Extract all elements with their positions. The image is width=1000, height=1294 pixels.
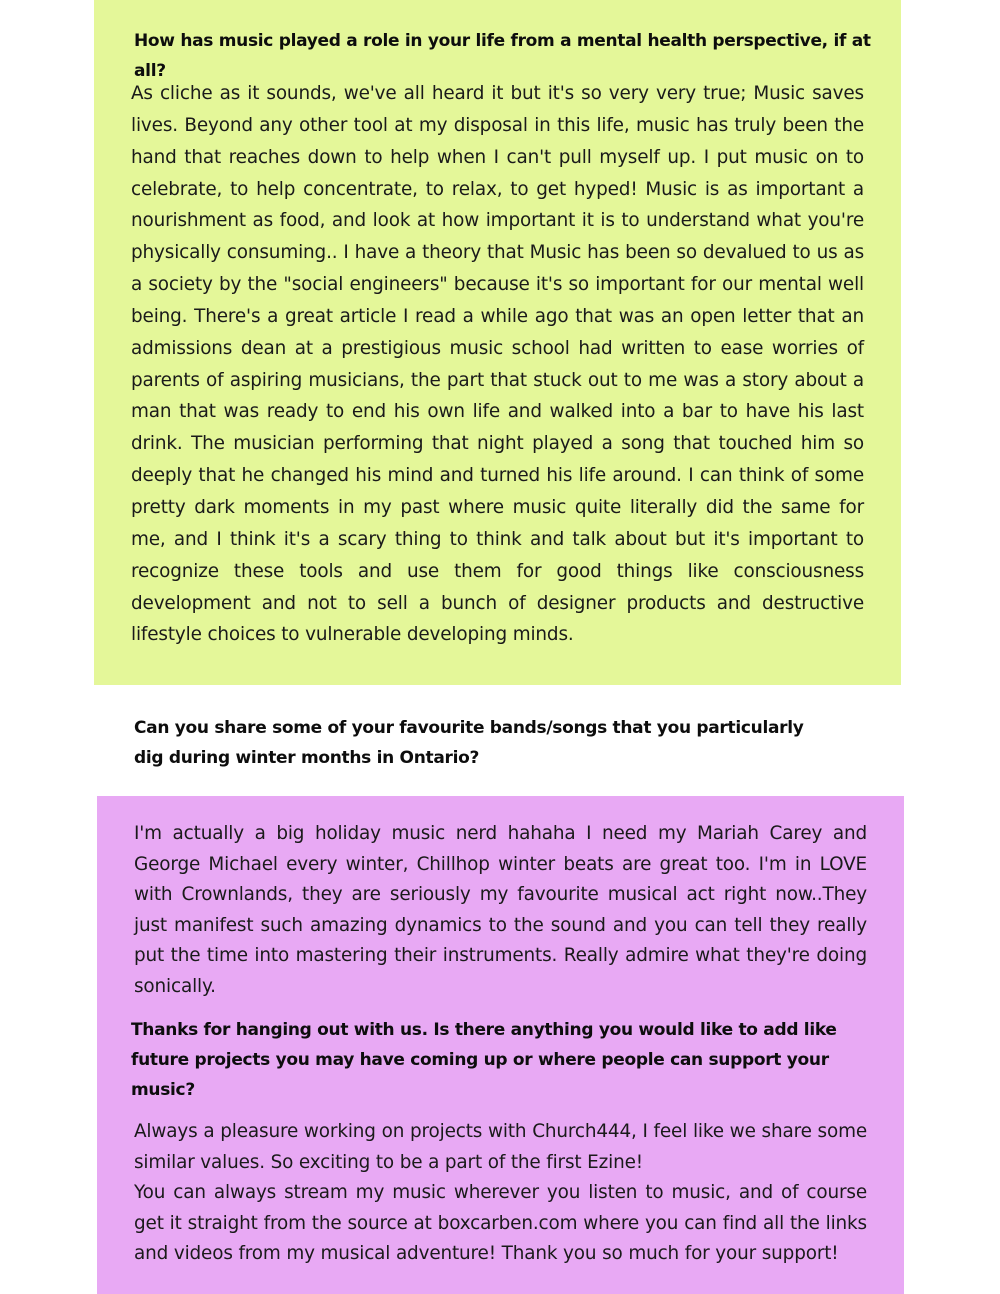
- answer-mental-health: [131, 78, 864, 651]
- question-future-projects: Thanks for hanging out with us. Is there anything you would like to add like future projects you may have coming up or where people can support your music?: [131, 1020, 837, 1100]
- answer-paragraph: Always a pleasure working on projects with Church444, I feel like we share some similar values. So exciting to be a part of the first Ezine!: [134, 1121, 867, 1173]
- question-favourite-bands: Can you share some of your favourite bands/songs that you particularly dig during winter months in Ontario?: [134, 718, 804, 768]
- answer-paragraph: I'm actually a big holiday music nerd hahaha I need my Mariah Carey and George Michael every winter, Chillhop winter beats are great too. I'm in LOVE with Crownlands, they are seriously my favourite musical act right now..They just manifest such amazing dynamics to the sound and you can tell they really put the time into mastering their instruments. Really admire what they're doing sonically.: [134, 823, 867, 997]
- answer-paragraph: You can always stream my music wherever you listen to music, and of course get it straight from the source at boxcarben.com where you can find all the links and videos from my musical adventure! Thank you so much for your support!: [134, 1182, 867, 1264]
- question-mental-health: How has music played a role in your life from a mental health perspective, if at all?: [134, 31, 871, 81]
- answer-favourite-bands: [134, 819, 867, 1002]
- answer-future-projects: [134, 1117, 867, 1270]
- answer-paragraph: As cliche as it sounds, we've all heard it but it's so very very true; Music saves lives. Beyond any other tool at my disposal in this life, music has truly been the hand that reaches down to help when I can't pull myself up. I put music on to celebrate, to help concentrate, to relax, to get hyped! Music is as important a nourishment as food, and look at how important it is to understand what you're physically consuming.. I have a theory that Music has been so devalued to us as a society by the "social engineers" because it's so important for our mental well being. There's a great article I read a while ago that was an open letter that an admissions dean at a prestigious music school had written to ease worries of parents of aspiring musicians, the part that stuck out to me was a story about a man that was ready to end his own life and walked into a bar to have his last drink. The musician performing that night played a song that touched him so deeply that he changed his mind and turned his life around. I can think of some pretty dark moments in my past where music quite literally did the same for me, and I think it's a scary thing to think and talk about but it's important to recognize these tools and use them for good things like consciousness development and not to sell a bunch of designer products and destructive lifestyle choices to vulnerable developing minds.: [131, 83, 864, 646]
